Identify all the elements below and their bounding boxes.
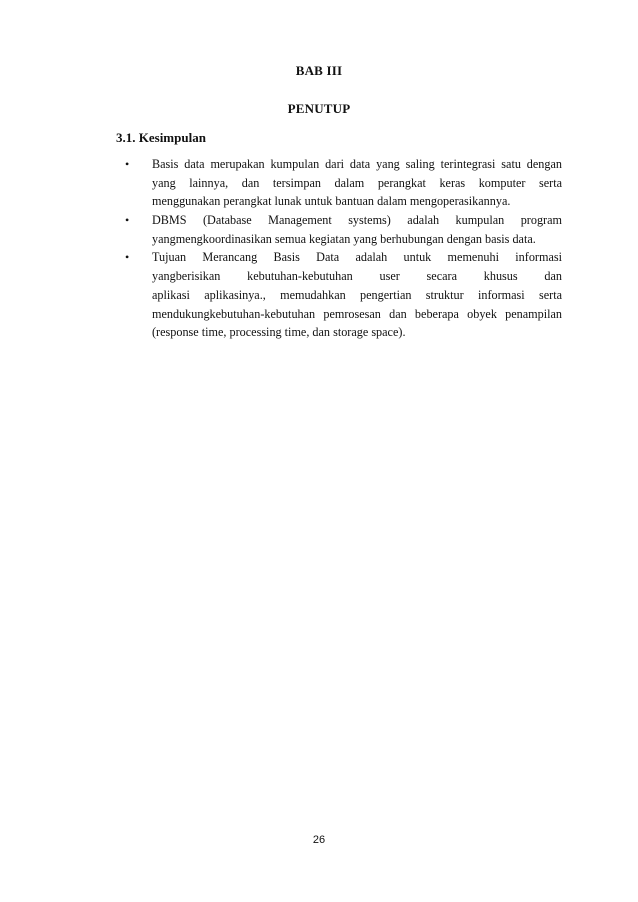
chapter-number: BAB III (295, 63, 343, 78)
list-item-line: DBMS (Database Management systems) adalah kumpulan program (152, 213, 562, 228)
bullet-icon: • (125, 213, 130, 228)
list-item (116, 155, 562, 211)
list-item (116, 211, 562, 248)
bullet-icon: • (125, 250, 130, 265)
list-item-line: aplikasi aplikasinya., memudahkan pengertian struktur informasi serta (152, 287, 562, 302)
list-item-line: Basis data merupakan kumpulan dari data yang saling terintegrasi satu dengan (152, 157, 562, 171)
list-item-line: menggunakan perangkat lunak untuk bantuan dalam mengoperasikannya. (152, 194, 511, 209)
list-item-line: mendukungkebutuhan-kebutuhan pemrosesan dan beberapa obyek penampilan (152, 306, 562, 321)
conclusion-list (116, 155, 562, 342)
list-item-line: (response time, processing time, dan storage space). (152, 325, 406, 340)
list-item (116, 248, 562, 341)
list-item-line: Tujuan Merancang Basis Data adalah untuk memenuhi informasi (152, 250, 562, 265)
list-item-line: yang lainnya, dan tersimpan dalam perangkat keras komputer serta (152, 175, 562, 190)
list-item-line: yangmengkoordinasikan semua kegiatan yang berhubungan dengan basis data. (152, 231, 536, 246)
bullet-icon: • (125, 157, 130, 171)
section-heading: 3.1. Kesimpulan (116, 130, 206, 145)
page-number: 26 (312, 834, 326, 846)
chapter-title: PENUTUP (287, 101, 351, 116)
list-item-line: yangberisikan kebutuhan-kebutuhan user secara khusus dan (152, 269, 562, 284)
